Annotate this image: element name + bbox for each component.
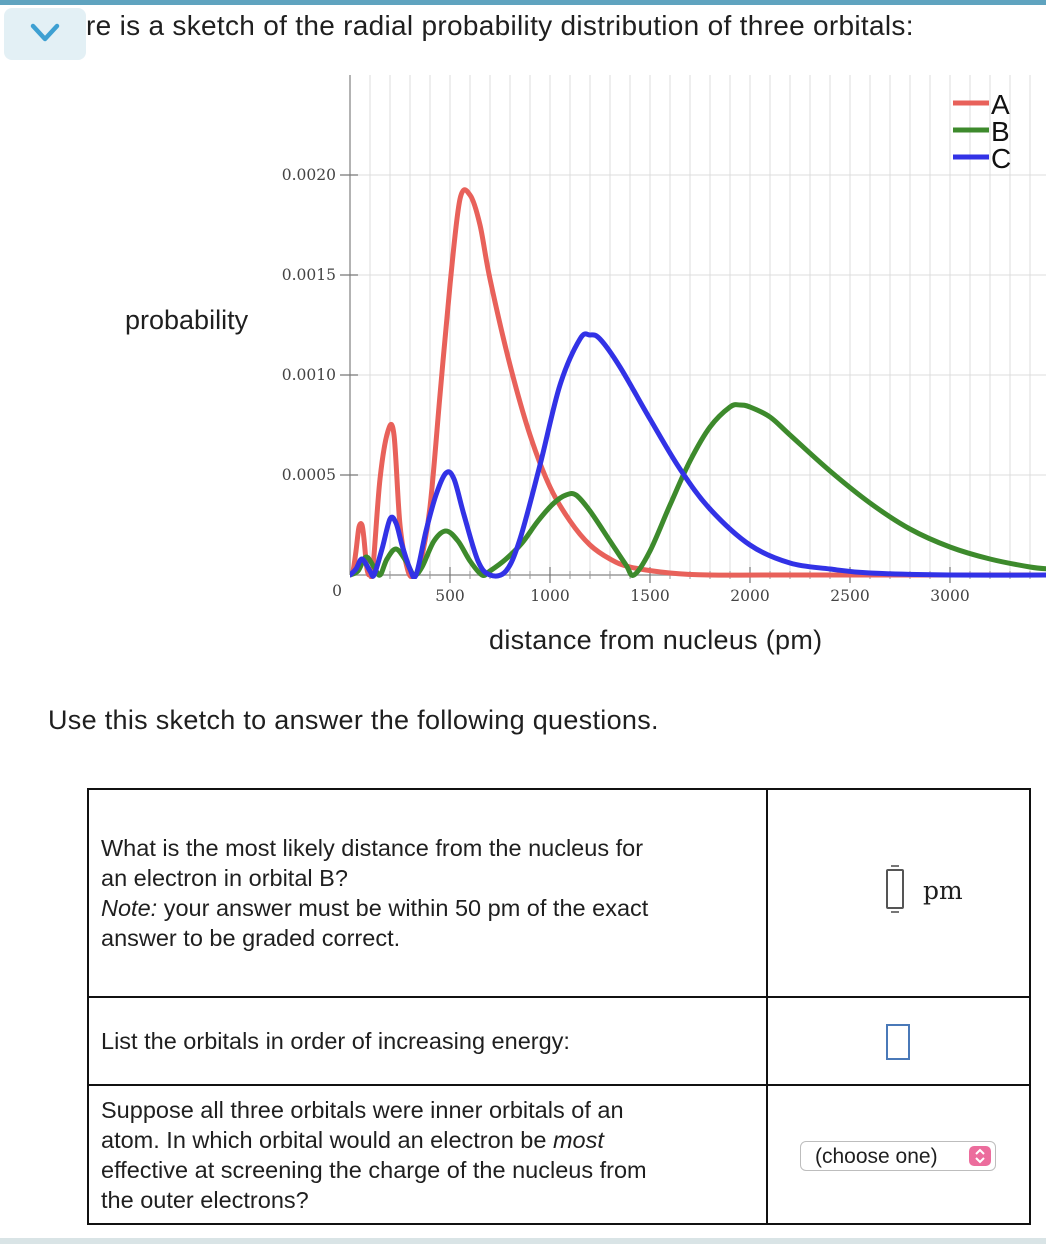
legend-label-C: C bbox=[991, 143, 1012, 174]
orbital-select[interactable] bbox=[800, 1141, 996, 1171]
question-text: What is the most likely distance from the nucleus for an electron in orbital B? Note: your answer must be within 50 pm of the exact answer to be graded correct. bbox=[88, 789, 767, 997]
answer-cell bbox=[767, 1085, 1030, 1224]
series-line-B bbox=[350, 405, 1046, 576]
x-tick-label: 2500 bbox=[830, 587, 870, 605]
legend-label-A: A bbox=[991, 89, 1010, 120]
y-tick-label: 0 bbox=[332, 582, 342, 600]
note-label: Note: bbox=[101, 895, 158, 921]
distance-input[interactable] bbox=[886, 869, 904, 909]
x-tick-label: 1000 bbox=[530, 587, 570, 605]
question-row bbox=[88, 1085, 1030, 1224]
question-row bbox=[88, 997, 1030, 1085]
y-axis-label: probability bbox=[125, 305, 249, 335]
legend-label-B: B bbox=[991, 116, 1010, 147]
y-tick-label: 0.0005 bbox=[281, 466, 336, 484]
series-line-A bbox=[350, 190, 1046, 577]
chevron-down-icon bbox=[30, 22, 60, 44]
select-value: (choose one) bbox=[815, 1145, 938, 1168]
y-tick-label: 0.0015 bbox=[281, 266, 336, 284]
intro-text: re is a sketch of the radial probability distribution of three orbitals: bbox=[86, 10, 914, 41]
question-text: List the orbitals in order of increasing energy: bbox=[88, 997, 767, 1085]
unit-label: pm bbox=[923, 876, 963, 905]
select-arrows-icon bbox=[969, 1146, 991, 1166]
bottom-rule bbox=[0, 1238, 1046, 1244]
orbital-order-input[interactable] bbox=[886, 1024, 910, 1060]
radial-probability-chart bbox=[0, 60, 1046, 620]
collapse-button[interactable] bbox=[4, 8, 86, 60]
top-rule bbox=[0, 0, 1046, 5]
y-tick-label: 0.0020 bbox=[281, 166, 336, 184]
question-row bbox=[88, 789, 1030, 997]
x-tick-label: 3000 bbox=[930, 587, 970, 605]
question-text: Suppose all three orbitals were inner orbitals of an atom. In which orbital would an electron be most effective at screening the charge of the nucleus from the outer electrons? bbox=[88, 1085, 767, 1224]
answer-cell bbox=[767, 997, 1030, 1085]
x-tick-label: 1500 bbox=[630, 587, 670, 605]
series-line-C bbox=[350, 334, 1046, 578]
y-tick-label: 0.0010 bbox=[281, 366, 336, 384]
x-axis-label: distance from nucleus (pm) bbox=[489, 625, 823, 655]
x-tick-label: 500 bbox=[435, 587, 465, 605]
instructions-text: Use this sketch to answer the following questions. bbox=[48, 705, 659, 735]
answer-cell bbox=[767, 789, 1030, 997]
questions-table bbox=[87, 788, 1031, 1225]
x-tick-label: 2000 bbox=[730, 587, 770, 605]
